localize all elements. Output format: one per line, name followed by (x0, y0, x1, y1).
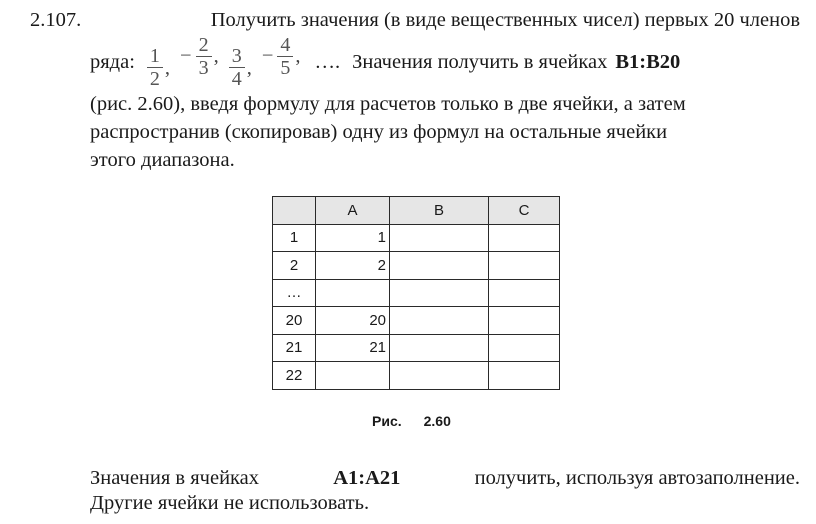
problem-line-2 (30, 34, 800, 90)
cell-c20 (489, 307, 560, 335)
term-sign: − (261, 45, 274, 68)
target-range: B1:B20 (615, 51, 681, 73)
problem-number: 2.107. (30, 9, 82, 31)
row-header: … (273, 279, 316, 307)
cell-c2 (489, 252, 560, 280)
series-label: ряда: (90, 51, 135, 73)
cell-b1 (390, 224, 489, 252)
cell-a20: 20 (316, 307, 390, 335)
column-header-b: B (390, 197, 489, 225)
fraction-denominator: 4 (231, 68, 242, 91)
table-row (273, 279, 560, 307)
row-header: 22 (273, 362, 316, 390)
problem-line-1-text: Получить значения (в виде вещественных чисел) первых 20 членов (210, 9, 800, 31)
term-separator: , (295, 45, 301, 68)
problem-line-4: распространив (скопировав) одну из формул на остальные ячейки (90, 121, 668, 143)
fraction (196, 34, 212, 79)
series-term (227, 45, 260, 90)
cell-b22 (390, 362, 489, 390)
cell-c-ellipsis (489, 279, 560, 307)
cell-a22 (316, 362, 390, 390)
column-header-row (273, 197, 560, 225)
fraction (277, 34, 293, 79)
term-separator: , (246, 56, 252, 79)
cell-c21 (489, 334, 560, 362)
note-line-2: Другие ячейки не использовать. (90, 492, 370, 514)
column-header-c: C (489, 197, 560, 225)
fraction-numerator: 1 (147, 45, 163, 68)
cell-b21 (390, 334, 489, 362)
series-term (145, 45, 178, 90)
fraction-denominator: 5 (280, 56, 291, 79)
cell-a21: 21 (316, 334, 390, 362)
autofill-note (90, 466, 800, 516)
table-row (273, 307, 560, 335)
cell-b2 (390, 252, 489, 280)
corner-cell (273, 197, 316, 225)
fraction-numerator: 4 (277, 34, 293, 57)
problem-line-5: этого диапазона. (90, 149, 235, 171)
problem-line-3: (рис. 2.60), введя формулу для расчетов только в две ячейки, а затем (90, 93, 686, 115)
fraction (147, 45, 163, 90)
fraction (229, 45, 245, 90)
row-header: 21 (273, 334, 316, 362)
fraction-numerator: 2 (196, 34, 212, 57)
problem-line-2-text: Значения получить в ячейках (352, 51, 608, 73)
cell-a2: 2 (316, 252, 390, 280)
note-text-1: Значения в ячейках (90, 467, 260, 489)
cell-b20 (390, 307, 489, 335)
fraction-denominator: 3 (198, 56, 209, 79)
column-header-a: A (316, 197, 390, 225)
figure-caption (372, 413, 451, 429)
row-header: 1 (273, 224, 316, 252)
spreadsheet-figure (272, 196, 560, 390)
series-fractions (145, 34, 309, 91)
cell-c1 (489, 224, 560, 252)
fraction-denominator: 2 (149, 68, 160, 91)
caption-number: 2.60 (423, 413, 451, 429)
caption-prefix: Рис. (372, 413, 402, 429)
note-text-2: получить, используя автозаполнение. (474, 467, 800, 489)
note-line-1 (90, 466, 800, 491)
table-row (273, 252, 560, 280)
series-term (260, 34, 309, 79)
row-header: 20 (273, 307, 316, 335)
note-range: A1:A21 (333, 467, 401, 489)
cell-b-ellipsis (390, 279, 489, 307)
series-term (178, 34, 227, 79)
cell-a-ellipsis (316, 279, 390, 307)
series-ellipsis: …. (314, 51, 341, 73)
problem-line-1 (30, 6, 800, 34)
term-sign: − (180, 45, 192, 68)
table-row (273, 224, 560, 252)
term-separator: , (213, 45, 219, 68)
term-separator: , (164, 56, 171, 79)
problem-statement (30, 6, 800, 174)
cell-c22 (489, 362, 560, 390)
cell-a1: 1 (316, 224, 390, 252)
row-header: 2 (273, 252, 316, 280)
fraction-numerator: 3 (229, 45, 245, 68)
table-row (273, 334, 560, 362)
table-row (273, 362, 560, 390)
